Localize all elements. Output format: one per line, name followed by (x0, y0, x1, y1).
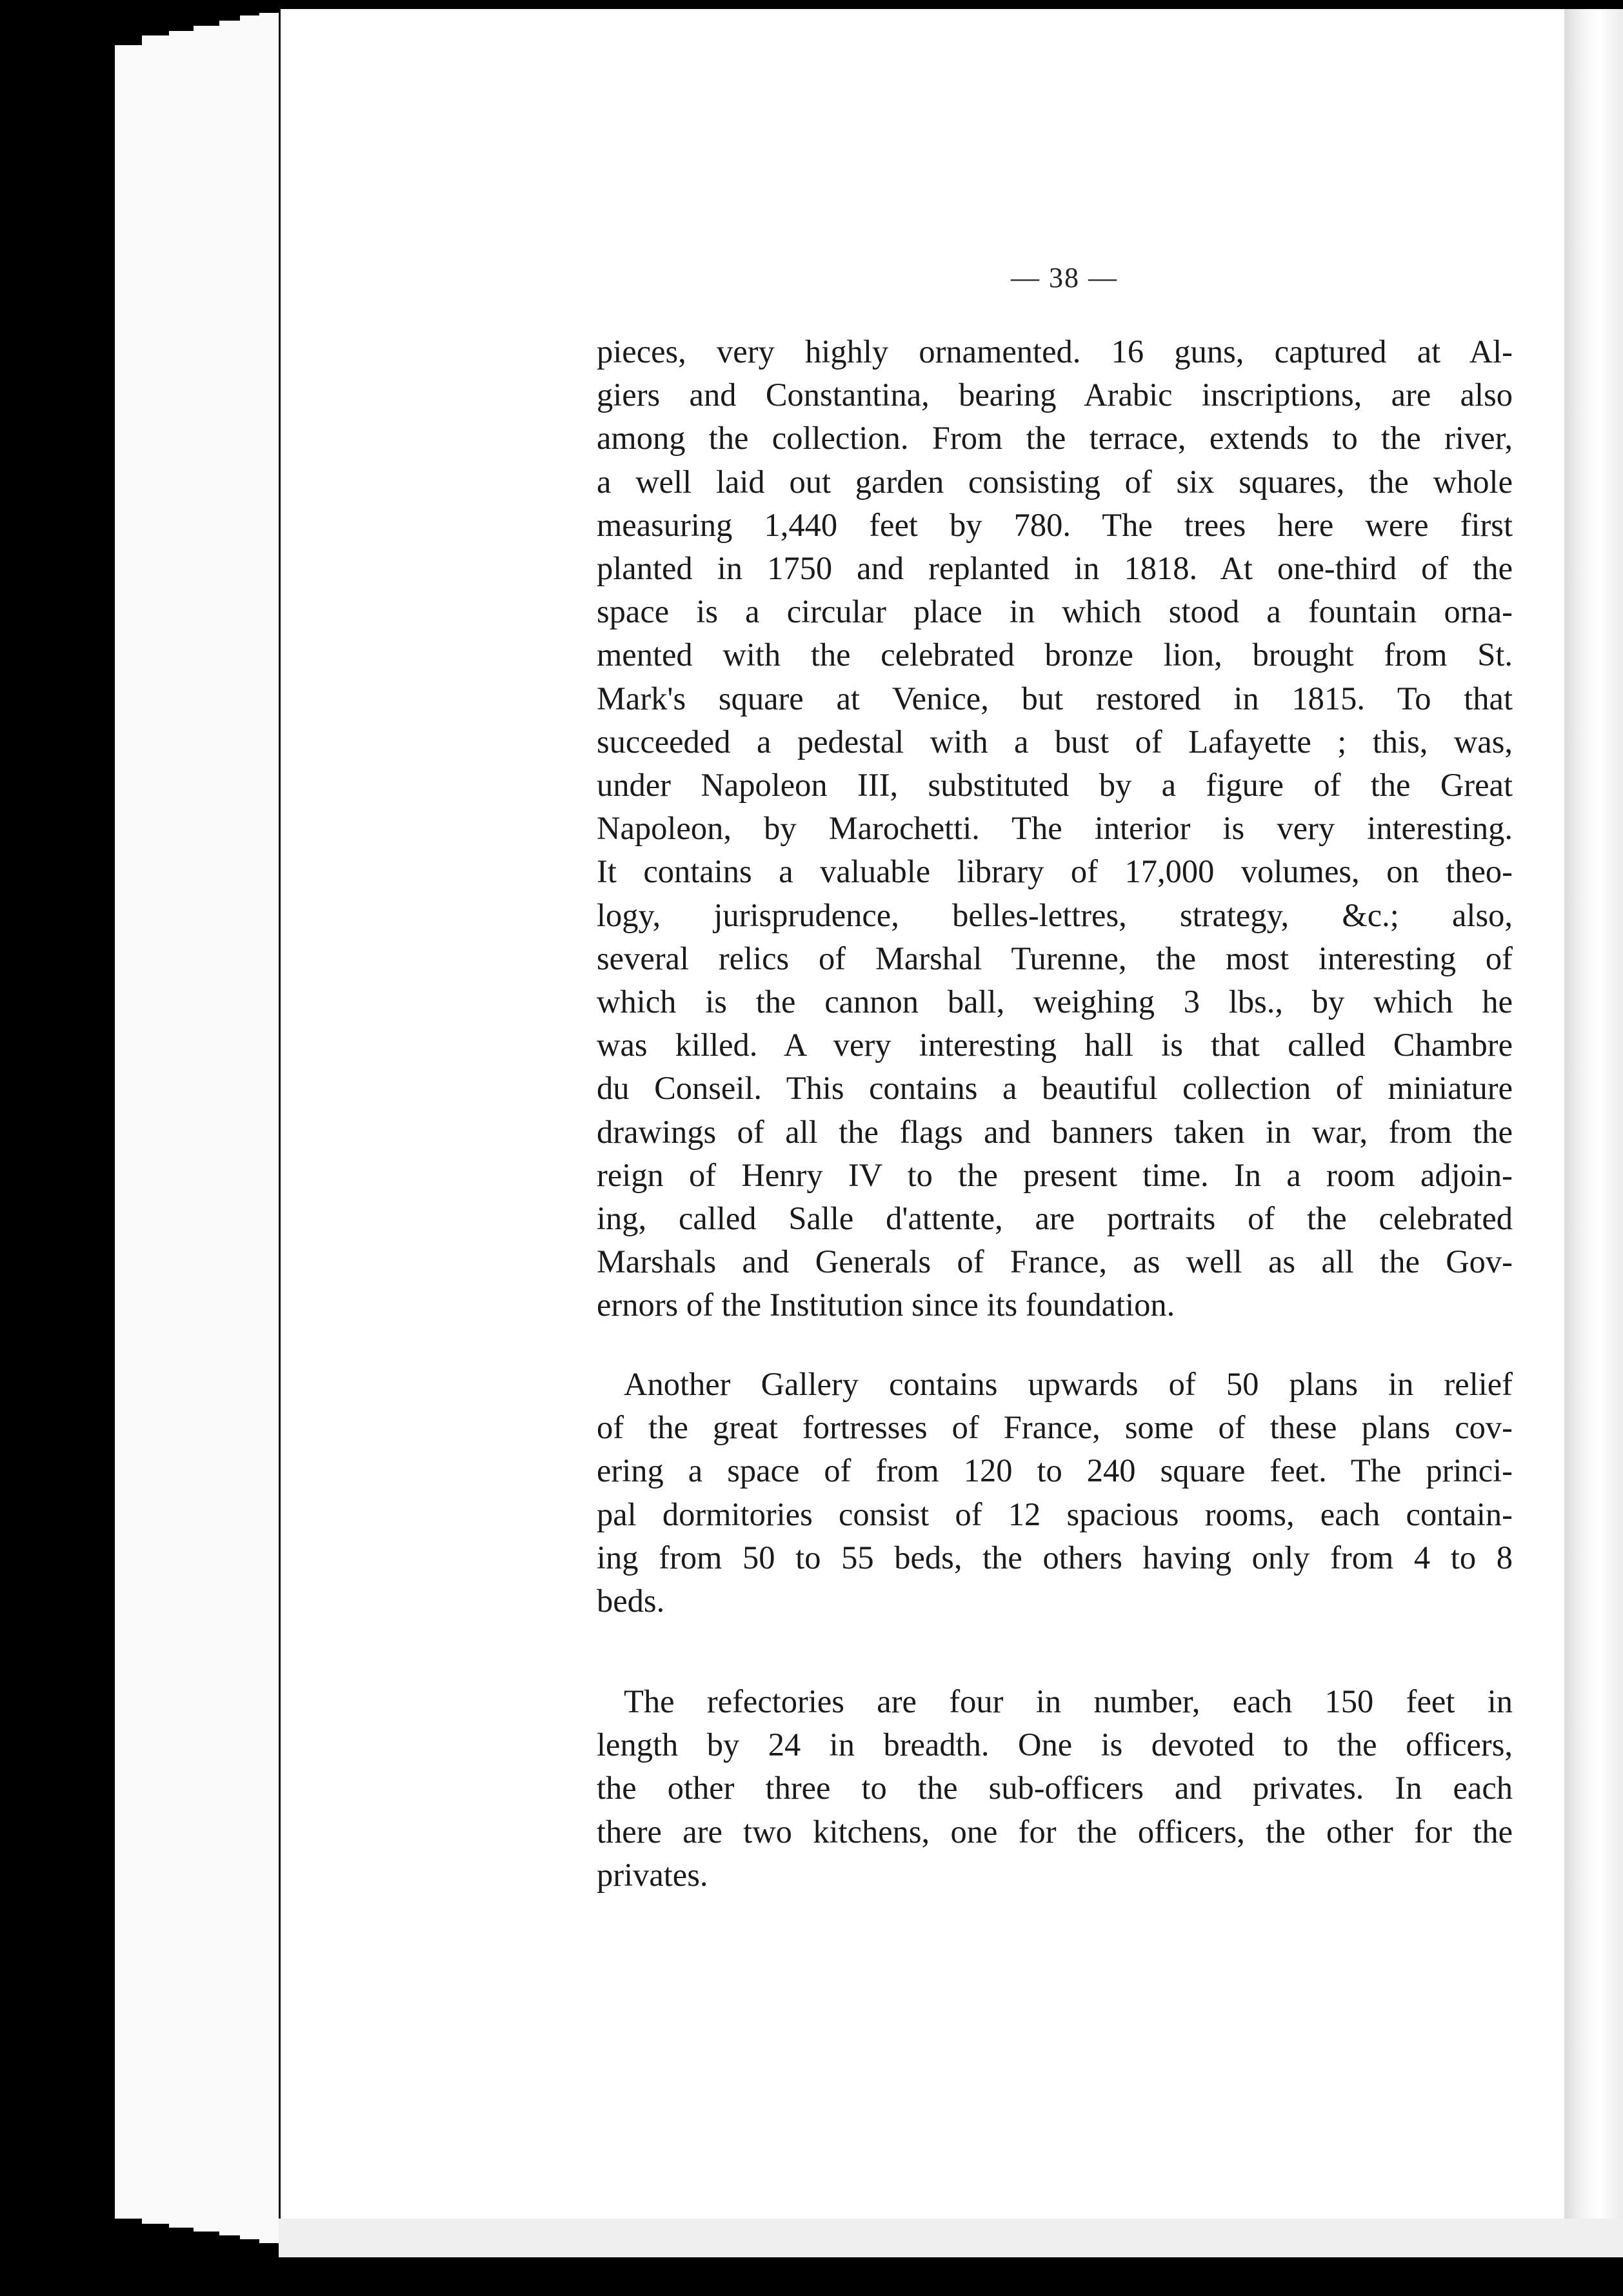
text-line: pieces, very highly ornamented. 16 guns, captured at Al- (597, 333, 1513, 370)
text-line: pal dormitories consist of 12 spacious rooms, each contain- (597, 1496, 1513, 1532)
text-line: The refectories are four in number, each 150 feet in (624, 1683, 1513, 1719)
text-line: a well laid out garden consisting of six squares, the whole (597, 463, 1513, 500)
text-line: succeeded a pedestal with a bust of Lafayette ; this, was, (597, 723, 1513, 760)
text-line: reign of Henry IV to the present time. In a room adjoin- (597, 1156, 1513, 1193)
text-line: ing, called Salle d'attente, are portraits of the celebrated (597, 1200, 1513, 1237)
text-line: logy, jurisprudence, belles-lettres, strategy, &c.; also, (597, 896, 1513, 933)
text-line: space is a circular place in which stood a fountain orna- (597, 593, 1513, 630)
text-line: giers and Constantina, bearing Arabic inscriptions, are also (597, 377, 1513, 413)
page-fold-shadow (1562, 9, 1623, 2253)
paragraph-1 (597, 330, 1513, 1327)
text-line: length by 24 in breadth. One is devoted to the officers, (597, 1727, 1513, 1763)
text-line: which is the cannon ball, weighing 3 lbs., by which he (597, 984, 1513, 1020)
text-line: measuring 1,440 feet by 780. The trees here were first (597, 506, 1513, 543)
page-edge (259, 13, 280, 2243)
page-number: — 38 — (1011, 262, 1118, 293)
text-line: mented with the celebrated bronze lion, brought from St. (597, 637, 1513, 673)
text-line: Marshals and Generals of France, as well as all the Gov- (597, 1243, 1513, 1280)
text-line: beds. (597, 1583, 665, 1619)
text-line: was killed. A very interesting hall is that called Chambre (597, 1027, 1513, 1064)
text-line: Mark's square at Venice, but restored in 1815. To that (597, 680, 1513, 717)
text-line: It contains a valuable library of 17,000 volumes, on theo- (597, 853, 1513, 890)
text-line: the other three to the sub-officers and privates. In each (597, 1770, 1513, 1806)
text-line: drawings of all the flags and banners taken in war, from the (597, 1113, 1513, 1150)
text-line: du Conseil. This contains a beautiful collection of miniature (597, 1070, 1513, 1107)
text-line: ernors of the Institution since its foundation. (597, 1287, 1175, 1323)
text-line: planted in 1750 and replanted in 1818. At one-third of the (597, 550, 1513, 587)
text-line: Another Gallery contains upwards of 50 plans in relief (624, 1366, 1513, 1402)
text-line: Napoleon, by Marochetti. The interior is very interesting. (597, 810, 1513, 847)
paragraph-2 (597, 1363, 1513, 1623)
text-line: among the collection. From the terrace, extends to the river, (597, 420, 1513, 457)
text-line: several relics of Marshal Turenne, the most interesting of (597, 940, 1513, 976)
text-line: under Napoleon III, substituted by a figure of the Great (597, 767, 1513, 804)
page-bottom-edge (279, 2219, 1623, 2257)
paragraph-3 (597, 1680, 1513, 1897)
text-line: of the great fortresses of France, some of these plans cov- (597, 1409, 1513, 1446)
text-line: ering a space of from 120 to 240 square feet. The princi- (597, 1452, 1513, 1489)
text-line: privates. (597, 1856, 708, 1893)
text-line: there are two kitchens, one for the officers, the other for the (597, 1813, 1513, 1850)
text-line: ing from 50 to 55 beds, the others having only from 4 to 8 (597, 1539, 1513, 1576)
